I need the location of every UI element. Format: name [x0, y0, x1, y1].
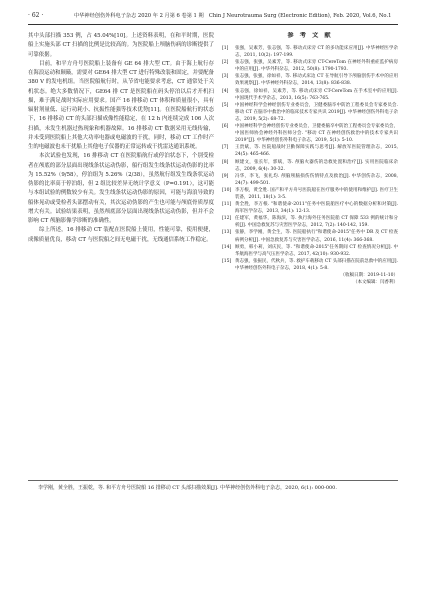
reference-item [222, 45, 398, 59]
reference-text: 张强，吴素芳，张志强，等. 移动式床旁 CT 的多功能床应用[J]. 中华神经医学杂志，2011, 10(2): 197-199. [235, 46, 398, 59]
reference-text: 中国神经科学会神经创伤专业委员会，卫健委脑卒中防治工程委员会专家委员会，中国医师协会神经外科医师分会. "移动 CT 在神经创伤救治中的技术专家共识 2019"[J]. 中华神经创伤外科电子杂志，2019, 5(1): 5-10. [235, 124, 398, 144]
reference-list [222, 45, 398, 272]
reference-number: [13] [222, 230, 232, 236]
reference-number: [4] [222, 88, 229, 94]
reference-text: 顾建文，张长年，郭斌，等. 颅脑火器伤的急救处置和治疗[J]. 实用医院临床杂志，2009, 6(4): 30-32. [235, 159, 398, 172]
reference-item [222, 187, 398, 201]
reference-item [222, 73, 398, 87]
reference-text: 张静，李学刚，黄全生，等. 医院船执行"和谐使命-2015"任务中 DR 及 CT 检查病例分析[J]. 中国急救复苏与灾害医学杂志，2016, 11(4): 366-368. [235, 230, 398, 243]
reference-text: 冯华，李飞，张礼均. 颅脑颅脑损伤伤情特点及救治[J]. 中华创伤杂志，2008, 24(7): 499-501. [235, 173, 398, 186]
reference-text: 王贵斌，等. 医院船战时卫勤保障实践与思考[J]. 解放军医院管理杂志，2015, 24(5): 465-466. [235, 145, 398, 158]
reference-number: [8] [222, 159, 229, 165]
reference-text: 黄志强，张振民，代秋兵，等. 救护车载移动 CT 头部扫描在院前急救中的应用[J]. 中华神经创伤外科电子杂志，2018, 4(1): 5-8. [235, 258, 398, 271]
reference-item [222, 215, 398, 229]
body-paragraph: 本次试验也发现，16 排移动 CT 在医院船航行或停泊状态下，个别受检者在颅底的部分层面出现线条状运动伪影，船行组发生线条状运动伪影的比率为 15.52%（9/58），停泊组为 5.26%（2/38），虽然航行组发生线条状运动伪影的比率高于停泊组，但 2 组比较差异无统计学意义（P=0.191），这可能与本组试验的例数较少有关。发生线条状运动伪影的原因，可能与海浪导致的船体晃动或受检者头部摆动有关，其次运动伪影的产生也可能与颅底骨质厚度增大有关。试验结果表明，虽然颅底部分层面出现线条状运动伪影，但并不会影响 CT 颅脑影像学诊断的准确性。 [28, 153, 214, 224]
reference-number: [12] [222, 216, 232, 222]
page-number: · 62 · [28, 12, 44, 19]
reference-item [222, 201, 398, 215]
reference-number: [1] [222, 46, 229, 51]
reference-item [222, 59, 398, 73]
body-paragraph: 目前，和平方舟号医院船上装备有 GE 64 排大型 CT。由于海上航行存在海浪运动和颠簸，需要对 GE64 排大型 CT 进行特殊改装和固定，并要配备 380 V 的发电机组。当医院船航行时，从节省电能要求考虑，CT 通常处于关机状态。绝大多数情况下，GE64 排 CT 是医院船在码头停泊以后才开机扫描，难于满足战时实际应用要求。国产 16 排移动 CT 体积和质量很小，具有辐射剂量低、运行功耗小、抗振性能强等技术优势[11]。在医院船航行的状态下，16 排移动 CT 的头部扫描成像性能稳定，在 12 h 内连续完成 106 人次扫描，未发生机器过热现象和机器故障。16 排移动 CT 数据采用无线传输，并未受到医院船上其他大功率电器或电磁波的干扰，同时，移动 CT 工作时产生的电磁波也未干扰船上其他电子仪器的正常运转或干扰雷达通讯系统。 [28, 60, 214, 150]
reference-item [222, 123, 398, 144]
reference-text: 张志强，徐如祥，吴素芳，等. 移动式床旁 CT-CereTom 在手术室中的应用[J]. 中国现代手术学杂志，2013, 16(5): 763-765. [235, 88, 398, 101]
body-paragraph: 其中头部扫描 353 例，占 45.04%[10]。上述资料表明，在和平时期，医院船上实施头部 CT 扫描的比例是比较高的。为医院船上颅脑伤病的诊断提供了可靠依据。 [28, 33, 214, 58]
reference-item [222, 173, 398, 187]
reference-number: [3] [222, 74, 229, 80]
reference-text: 任建军，黄福华，陈海滨，等. 执行海外任务医院船 CT 保障 533 例的统计和分析[J]. 中国急救复苏与灾害医学杂志，2012, 7(2): 140-142, 159. [235, 216, 398, 229]
reference-text: 张志强，张强，徐如祥，等. 移动式床边 CT 在导航引导下颅脑创伤手术中的应用效果观察[J]. 中华神经外科杂志，2014, 13(8): 836-838. [235, 74, 398, 87]
reference-number: [15] [222, 258, 232, 264]
references-column [222, 32, 398, 476]
reference-number: [2] [222, 60, 229, 66]
reference-text: 黄全胜，李万根. "和谐使命-2011"任务中医院船医疗中心的数据分析和对策[J]. 海军医学杂志，2013, 34(1): 12-13. [235, 202, 398, 215]
journal-info: 中华神经创伤外科电子杂志 2020 年 2 月第 6 卷第 1 期 Chin J Neurotrauma Surg (Electronic Edition), Feb. 2020, Vol.6, No.1 [74, 13, 392, 19]
running-header [28, 12, 398, 25]
reference-text: 李万根，黄全胜. 国产和平方舟号医院船在医疗服务中的使用和维护[J]. 医疗卫生装备，2011, 18(1): 3-5. [235, 187, 398, 200]
reference-item [222, 88, 398, 102]
reference-item [222, 144, 398, 158]
body-text-column [28, 32, 214, 476]
reference-number: [10] [222, 187, 232, 193]
reference-number: [5] [222, 102, 229, 108]
body-paragraph: 综上所述，16 排移动 CT 装配在医院船上使用，性能可靠，使用便捷，成像质量优良，移动 CT 与医院船之间无电磁干扰，无线通信系统工作稳定。 [28, 227, 214, 243]
reference-item [222, 258, 398, 272]
reference-text: 中国神经科学会神经创伤专业委员会，卫健委脑卒中防治工程委员会专家委员会. 移动 CT 在脑卒中救治中的临床技术专家共识 2019[J]. 中华神经创伤外科电子杂志，2019, 5(2): 68-72. [235, 102, 398, 122]
received-date: （收稿日期：2019-11-10） [340, 273, 398, 278]
reference-number: [11] [222, 202, 232, 208]
reference-text: 顾勇，韩小莉，刘庆民，等. "和谐使命-2015"任务期间 CT 检查情况分析[J]. 中华航海医学与高气压医学杂志，2017, 42(10): 930-932. [235, 244, 398, 257]
reference-item [222, 229, 398, 243]
reference-number: [9] [222, 173, 229, 179]
reference-number: [6] [222, 124, 229, 130]
citation-line: 李学刚，黄全胜，王振乾，等. 和平方舟号医院船 16 排移动 CT 头部扫描效果[J]. 中华神经创伤外科电子杂志，2020, 6(1): 000-000. [38, 485, 337, 491]
reference-item [222, 159, 398, 173]
reference-item [222, 244, 398, 258]
footer-divider [28, 480, 398, 481]
reference-number: [7] [222, 145, 229, 151]
reference-number: [14] [222, 244, 232, 250]
editor-note: （本文编辑：闫香利） [353, 280, 398, 286]
reference-text: 张志强，张强，吴素芳，等. 移动式床旁 CT-CereTom 在神经外科重症监护病房中的应用[J]. 中华外科杂志，2012, 50(8): 1790-1793. [235, 60, 398, 73]
references-heading: 参 考 文 献 [287, 32, 333, 39]
reference-item [222, 102, 398, 123]
